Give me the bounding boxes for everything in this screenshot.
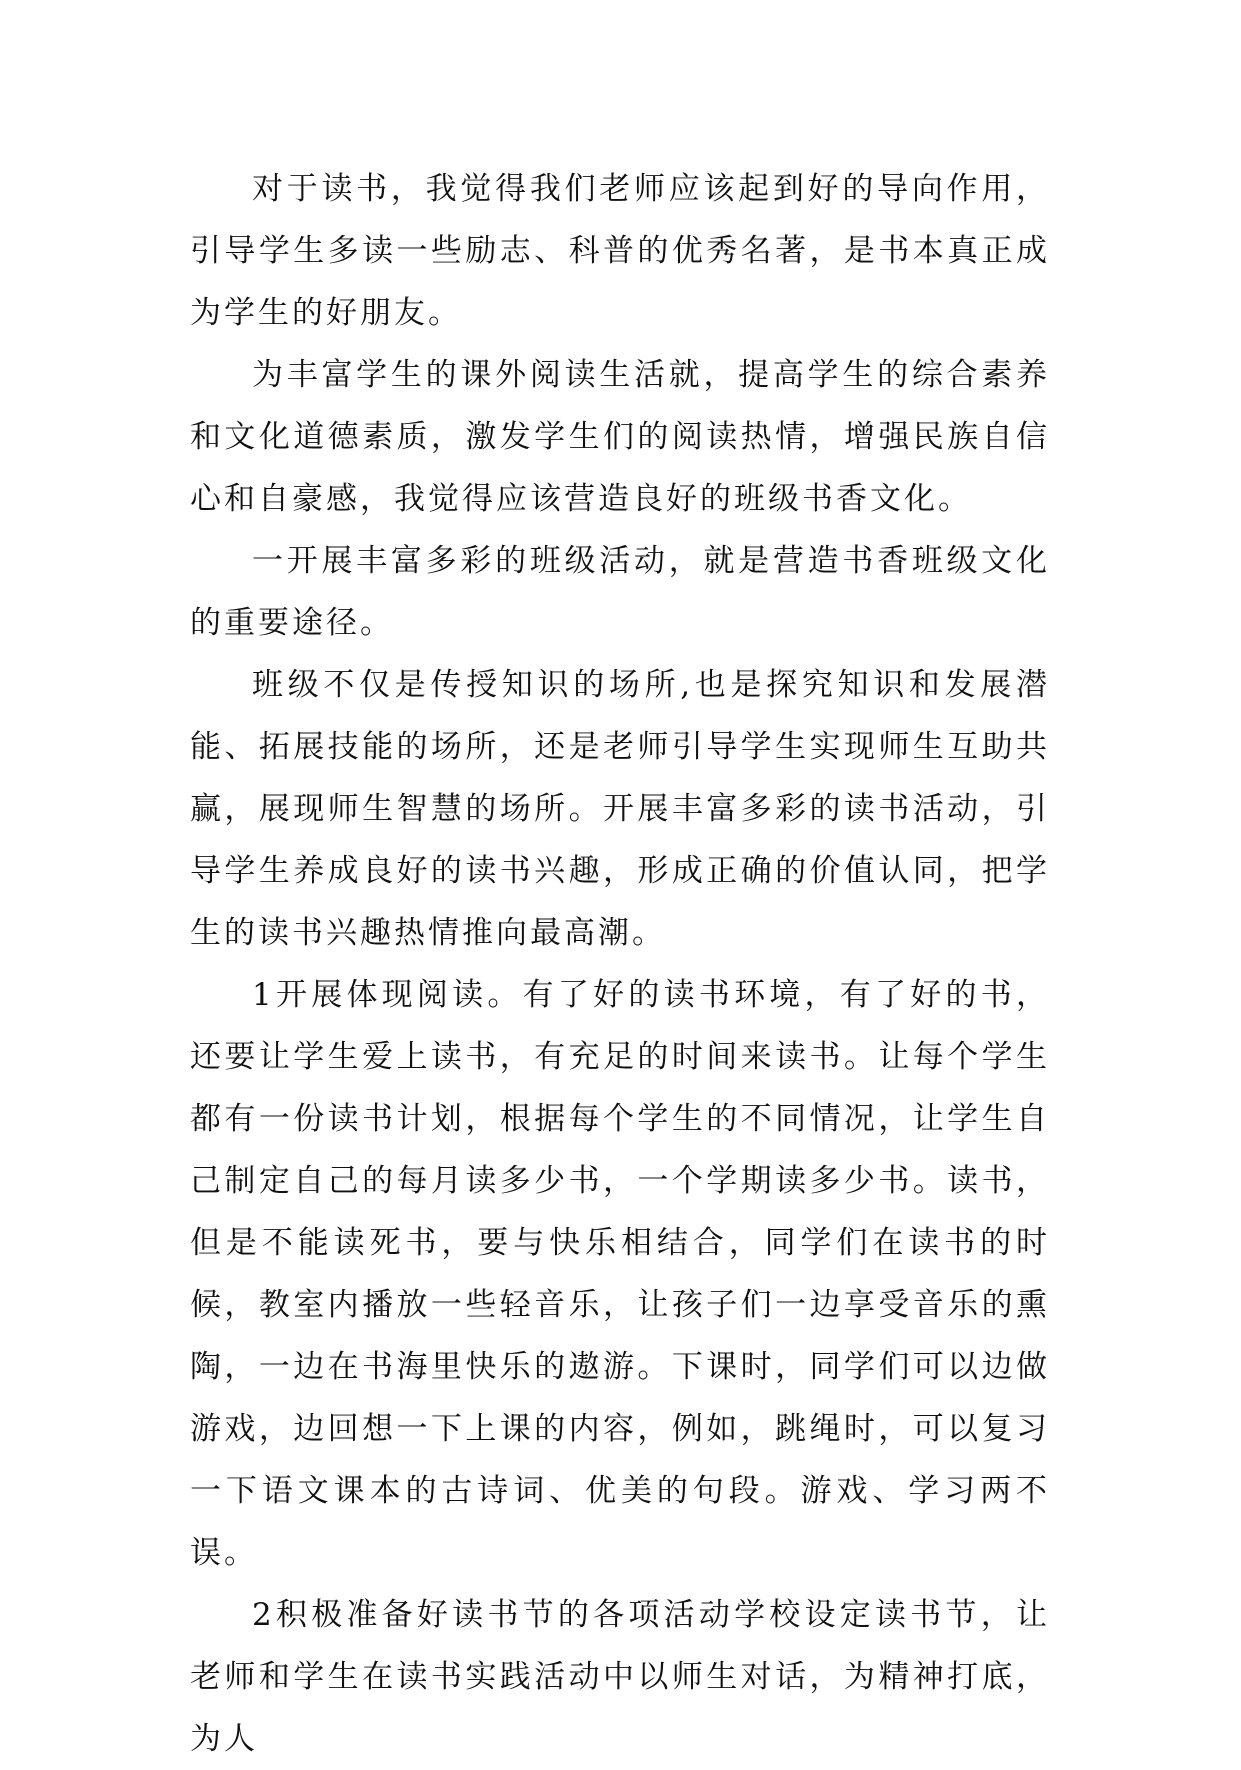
paragraph: 2积极准备好读书节的各项活动学校设定读书节，让老师和学生在读书实践活动中以师生对话，为精神打底，为人 xyxy=(190,1597,1050,1757)
paragraph: 为丰富学生的课外阅读生活就，提高学生的综合素养和文化道德素质，激发学生们的阅读热情，增强民族自信心和自豪感，我觉得应该营造良好的班级书香文化。 xyxy=(190,357,1050,517)
document-body xyxy=(190,158,1050,1770)
paragraph: 班级不仅是传授知识的场所,也是探究知识和发展潜能、拓展技能的场所，还是老师引导学生实现师生互助共赢，展现师生智慧的场所。开展丰富多彩的读书活动，引导学生养成良好的读书兴趣，形成正确的价值认同，把学生的读书兴趣热情推向最高潮。 xyxy=(190,667,1050,951)
paragraph: 对于读书，我觉得我们老师应该起到好的导向作用，引导学生多读一些励志、科普的优秀名著，是书本真正成为学生的好朋友。 xyxy=(190,171,1050,331)
paragraph: 一开展丰富多彩的班级活动，就是营造书香班级文化的重要途径。 xyxy=(190,543,1050,641)
paragraph: 1开展体现阅读。有了好的读书环境，有了好的书，还要让学生爱上读书，有充足的时间来读书。让每个学生都有一份读书计划，根据每个学生的不同情况，让学生自己制定自己的每月读多少书，一个学期读多少书。读书，但是不能读死书，要与快乐相结合，同学们在读书的时候，教室内播放一些轻音乐，让孩子们一边享受音乐的熏陶，一边在书海里快乐的遨游。下课时，同学们可以边做游戏，边回想一下上课的内容，例如，跳绳时，可以复习一下语文课本的古诗词、优美的句段。游戏、学习两不误。 xyxy=(190,977,1050,1571)
